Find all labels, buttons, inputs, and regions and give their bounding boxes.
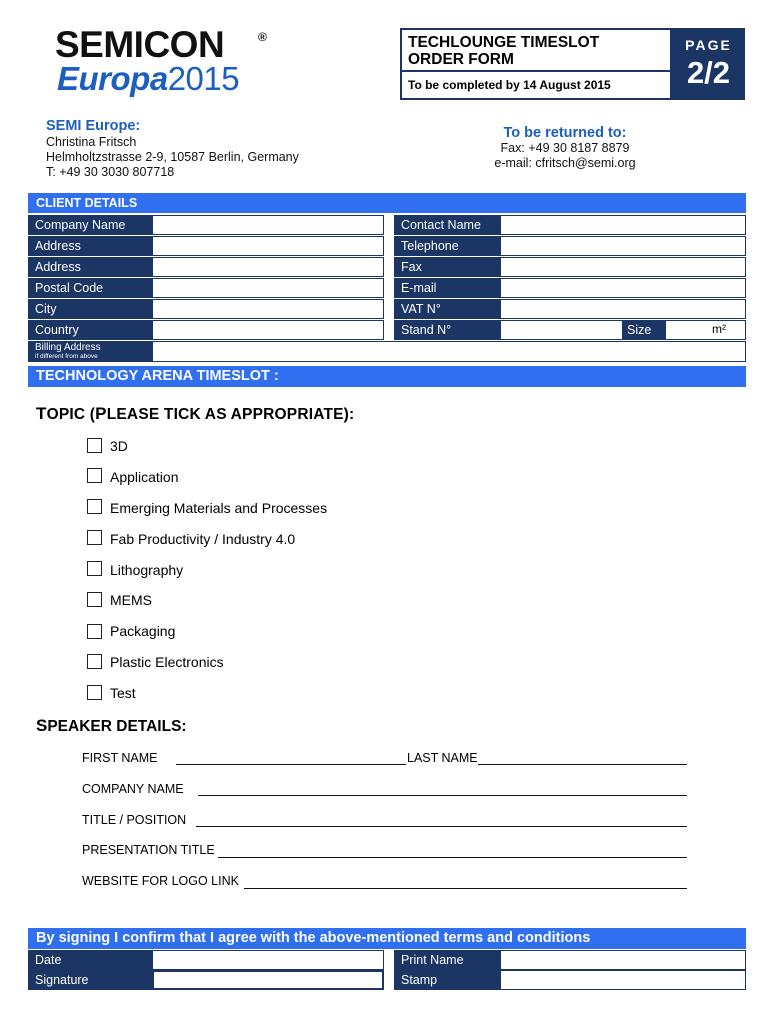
topic-label-fab-productivity: Fab Productivity / Industry 4.0: [110, 531, 296, 547]
telephone-field[interactable]: [500, 236, 746, 256]
title-divider: [400, 70, 672, 72]
stamp-field[interactable]: [500, 970, 746, 990]
return-fax: Fax: +49 30 8187 8879: [500, 141, 630, 155]
telephone-label: Telephone: [394, 236, 500, 256]
billing-address-field[interactable]: [152, 341, 746, 362]
topic-checkbox-fab-productivity[interactable]: [87, 530, 102, 545]
billing-address-title: Billing Address: [35, 342, 101, 353]
topic-checkbox-plastic-electronics[interactable]: [87, 654, 102, 669]
title-position-line[interactable]: [196, 826, 687, 827]
billing-address-note: if different from above: [35, 353, 98, 360]
logo-region: Europa: [57, 60, 168, 97]
topic-label-mems: MEMS: [110, 592, 152, 608]
deadline-text: To be completed by 14 August 2015: [408, 78, 611, 92]
topic-heading: TOPIC (PLEASE TICK AS APPROPRIATE):: [36, 404, 355, 423]
form-title-line-2: ORDER FORM: [408, 51, 514, 68]
print-name-label: Print Name: [394, 950, 500, 970]
address-2-label: Address: [28, 257, 152, 277]
size-unit: m²: [712, 322, 726, 336]
email-label: E-mail: [394, 278, 500, 298]
postal-code-field[interactable]: [152, 278, 384, 298]
topic-label-test: Test: [110, 685, 136, 701]
email-field[interactable]: [500, 278, 746, 298]
form-title-line-1: TECHLOUNGE TIMESLOT: [408, 34, 600, 51]
company-name-speaker-label: COMPANY NAME: [82, 782, 184, 796]
size-label: Size: [623, 320, 665, 340]
date-label: Date: [28, 950, 152, 970]
country-label: Country: [28, 320, 152, 340]
city-label: City: [28, 299, 152, 319]
speaker-heading: SPEAKER DETAILS:: [36, 716, 187, 735]
signature-label: Signature: [28, 970, 152, 990]
topic-label-plastic-electronics: Plastic Electronics: [110, 654, 224, 670]
contact-name-field[interactable]: [500, 215, 746, 235]
postal-code-label: Postal Code: [28, 278, 152, 298]
sender-heading: SEMI Europe:: [46, 118, 141, 134]
last-name-label: LAST NAME: [407, 751, 478, 765]
page-label: PAGE: [685, 37, 732, 53]
first-name-line[interactable]: [176, 764, 406, 765]
sender-line: Christina Fritsch: [46, 135, 137, 149]
address-2-field[interactable]: [152, 257, 384, 277]
return-email: e-mail: cfritsch@semi.org: [494, 156, 636, 170]
date-field[interactable]: [152, 950, 384, 970]
stand-field[interactable]: [500, 320, 623, 340]
topic-label-application: Application: [110, 469, 179, 485]
vat-label: VAT N°: [394, 299, 500, 319]
form-title: [408, 34, 599, 68]
terms-agreement-heading: By signing I confirm that I agree with the above-mentioned terms and conditions: [28, 928, 746, 949]
fax-field[interactable]: [500, 257, 746, 277]
company-name-line[interactable]: [198, 795, 687, 796]
billing-address-label: [28, 341, 152, 362]
presentation-title-label: PRESENTATION TITLE: [82, 843, 215, 857]
page-number: 2/2: [686, 55, 731, 90]
presentation-title-line[interactable]: [218, 857, 687, 858]
logo-europa: [57, 60, 239, 98]
country-field[interactable]: [152, 320, 384, 340]
logo-semicon: SEMICON: [55, 24, 225, 65]
last-name-line[interactable]: [478, 764, 687, 765]
topic-checkbox-packaging[interactable]: [87, 624, 102, 639]
company-name-field[interactable]: [152, 215, 384, 235]
topic-label-3d: 3D: [110, 438, 128, 454]
stand-label: Stand N°: [394, 320, 500, 340]
topic-label-lithography: Lithography: [110, 562, 184, 578]
logo-registered-mark: ®: [258, 30, 267, 44]
fax-label: Fax: [394, 257, 500, 277]
vat-field[interactable]: [500, 299, 746, 319]
stamp-label: Stamp: [394, 970, 500, 990]
print-name-field[interactable]: [500, 950, 746, 970]
topic-checkbox-lithography[interactable]: [87, 561, 102, 576]
address-label: Address: [28, 236, 152, 256]
topic-checkbox-test[interactable]: [87, 685, 102, 700]
website-label: WEBSITE FOR LOGO LINK: [82, 874, 239, 888]
address-field[interactable]: [152, 236, 384, 256]
first-name-label: FIRST NAME: [82, 751, 158, 765]
topic-checkbox-emerging-materials[interactable]: [87, 499, 102, 514]
topic-label-packaging: Packaging: [110, 623, 176, 639]
city-field[interactable]: [152, 299, 384, 319]
website-line[interactable]: [244, 888, 687, 889]
contact-name-label: Contact Name: [394, 215, 500, 235]
title-position-label: TITLE / POSITION: [82, 813, 187, 827]
size-field[interactable]: [665, 320, 746, 340]
return-heading: To be returned to:: [503, 125, 627, 141]
tech-arena-heading: TECHNOLOGY ARENA TIMESLOT :: [28, 366, 746, 387]
topic-checkbox-mems[interactable]: [87, 592, 102, 607]
topic-checkbox-3d[interactable]: [87, 438, 102, 453]
client-details-heading: CLIENT DETAILS: [28, 193, 746, 213]
sender-line: T: +49 30 3030 807718: [46, 165, 175, 179]
topic-checkbox-application[interactable]: [87, 468, 102, 483]
topic-label-emerging-materials: Emerging Materials and Processes: [110, 500, 328, 516]
sender-line: Helmholtzstrasse 2-9, 10587 Berlin, Germany: [46, 150, 299, 164]
logo-year: 2015: [167, 60, 240, 97]
company-name-label: Company Name: [28, 215, 152, 235]
signature-field[interactable]: [152, 970, 384, 990]
